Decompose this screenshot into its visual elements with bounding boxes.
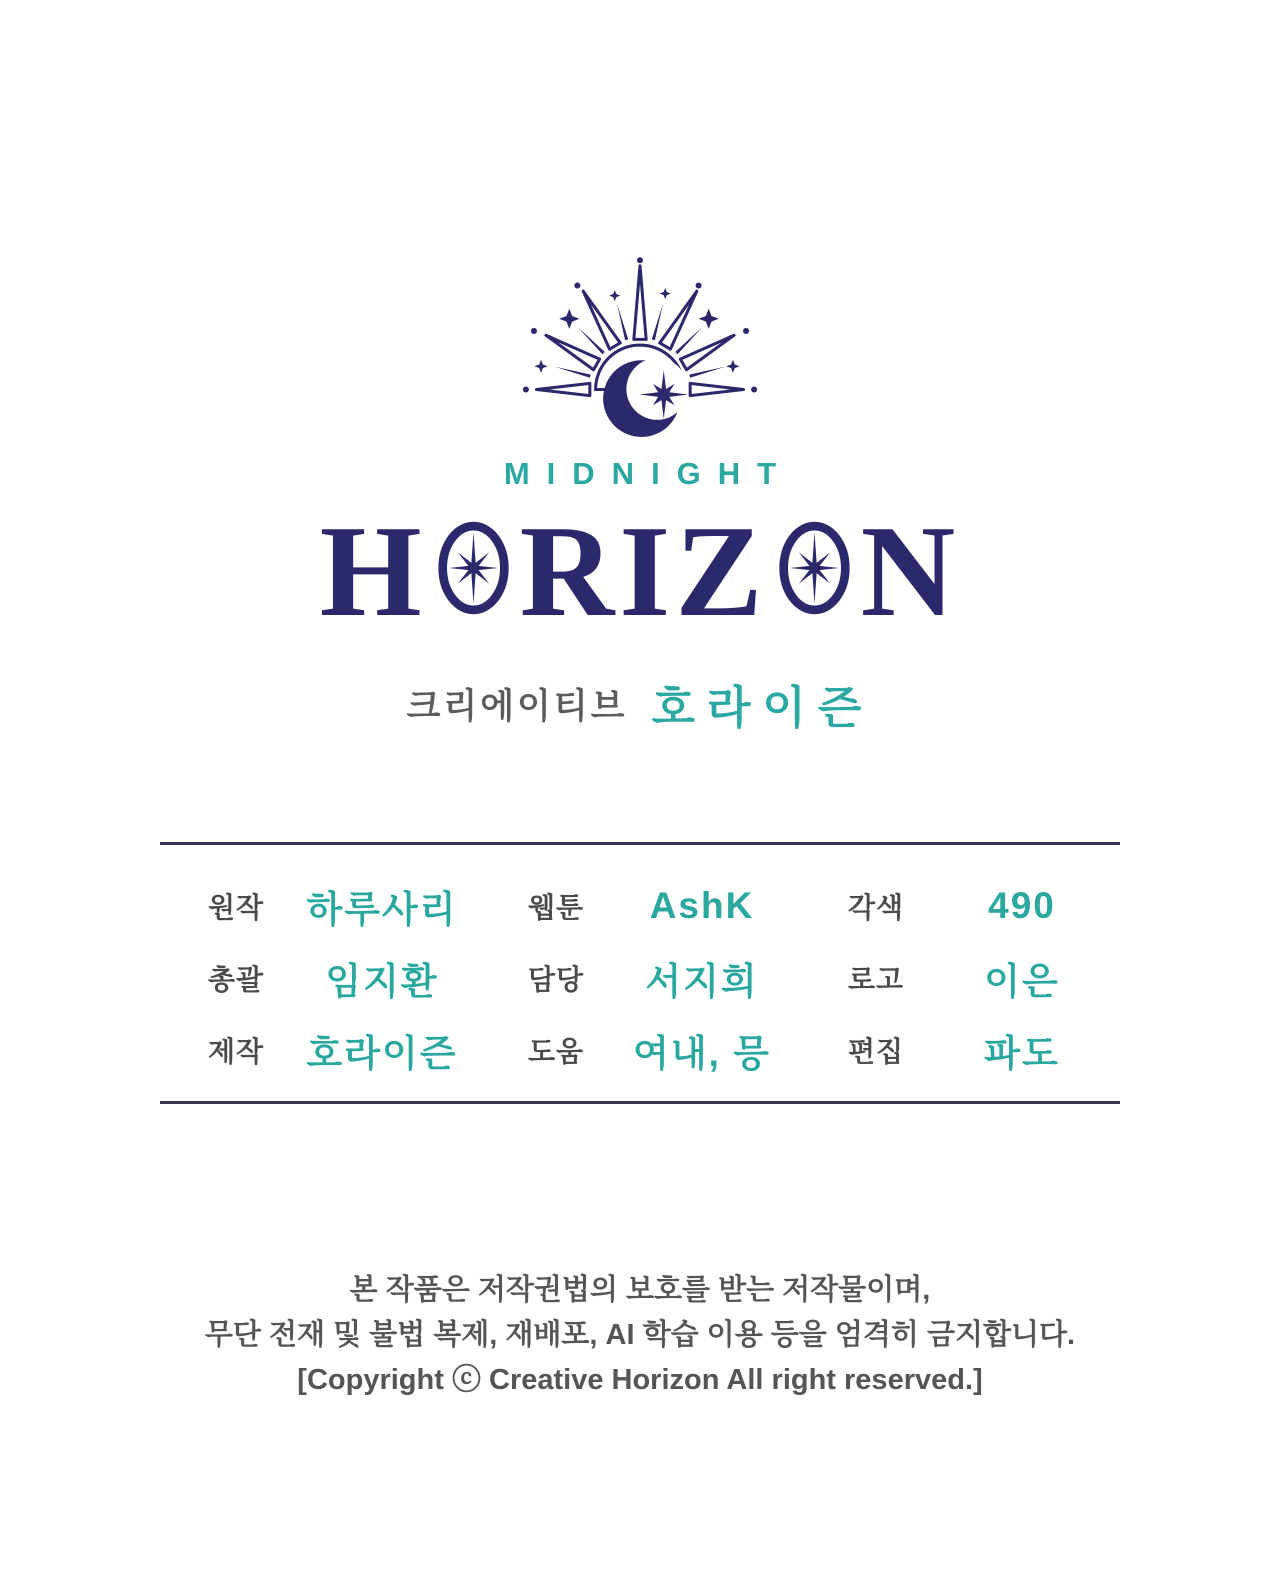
credits-row-1: [160, 879, 1120, 933]
credit-value: 파도: [984, 1033, 1060, 1074]
copyright-notice: [205, 1268, 1075, 1403]
credit-label: 총괄: [208, 964, 265, 995]
credit-label: 각색: [848, 892, 905, 923]
credit-value: 이은: [984, 961, 1060, 1002]
letter-o-star-icon: [775, 519, 854, 617]
brand-midnight-text: MIDNIGHT: [503, 456, 794, 491]
letter-o-star-icon: [434, 519, 513, 617]
credit-manager: [480, 951, 800, 1005]
credit-value: 490: [988, 885, 1056, 926]
credit-adaptation: [800, 879, 1120, 933]
studio-logo: [320, 238, 960, 736]
credit-value: 하루사리: [306, 889, 458, 930]
credits-table: [160, 842, 1120, 1104]
credit-label: 로고: [848, 964, 905, 995]
credit-value: 호라이즌: [306, 1033, 458, 1074]
copyright-line-1: 본 작품은 저작권법의 보호를 받는 저작물이며,: [349, 1274, 931, 1306]
subtitle-horizon-text: 호라이즌: [651, 682, 874, 733]
credit-webtoon: [480, 879, 800, 933]
credit-value: 서지희: [645, 961, 759, 1002]
brand-subtitle: [407, 671, 874, 736]
credit-label: 원작: [208, 892, 265, 923]
credits-row-3: [160, 1023, 1120, 1077]
credit-value: 임지환: [325, 961, 439, 1002]
credit-label: 제작: [208, 1036, 265, 1067]
credit-editing: [800, 1023, 1120, 1077]
credit-label: 웹툰: [528, 892, 585, 923]
credit-production: [160, 1023, 480, 1077]
credit-label: 담당: [528, 964, 585, 995]
copyright-line-2: 무단 전재 및 불법 복제, 재배포, AI 학습 이용 등을 엄격히 금지합니다.: [204, 1318, 1076, 1351]
credit-value: 여내, 믕: [633, 1033, 771, 1074]
moon-sunburst-icon: [478, 238, 802, 440]
wordmark-letter-n: N: [860, 499, 961, 644]
credit-label: 도움: [528, 1036, 585, 1067]
subtitle-creative-text: 크리에이티브: [406, 686, 628, 726]
copyright-line-3: [Copyright ⓒ Creative Horizon All right reserved.]: [297, 1363, 983, 1396]
credits-row-2: [160, 951, 1120, 1005]
credit-label: 편집: [848, 1036, 905, 1067]
wordmark-letters-riz: RIZ: [519, 499, 768, 644]
wordmark-letter-h: H: [319, 499, 427, 644]
credit-supervision: [160, 951, 480, 1005]
credit-original-work: [160, 879, 480, 933]
credit-logo: [800, 951, 1120, 1005]
credit-value: AshK: [649, 885, 755, 926]
brand-horizon-wordmark: [319, 499, 961, 644]
credit-assistance: [480, 1023, 800, 1077]
